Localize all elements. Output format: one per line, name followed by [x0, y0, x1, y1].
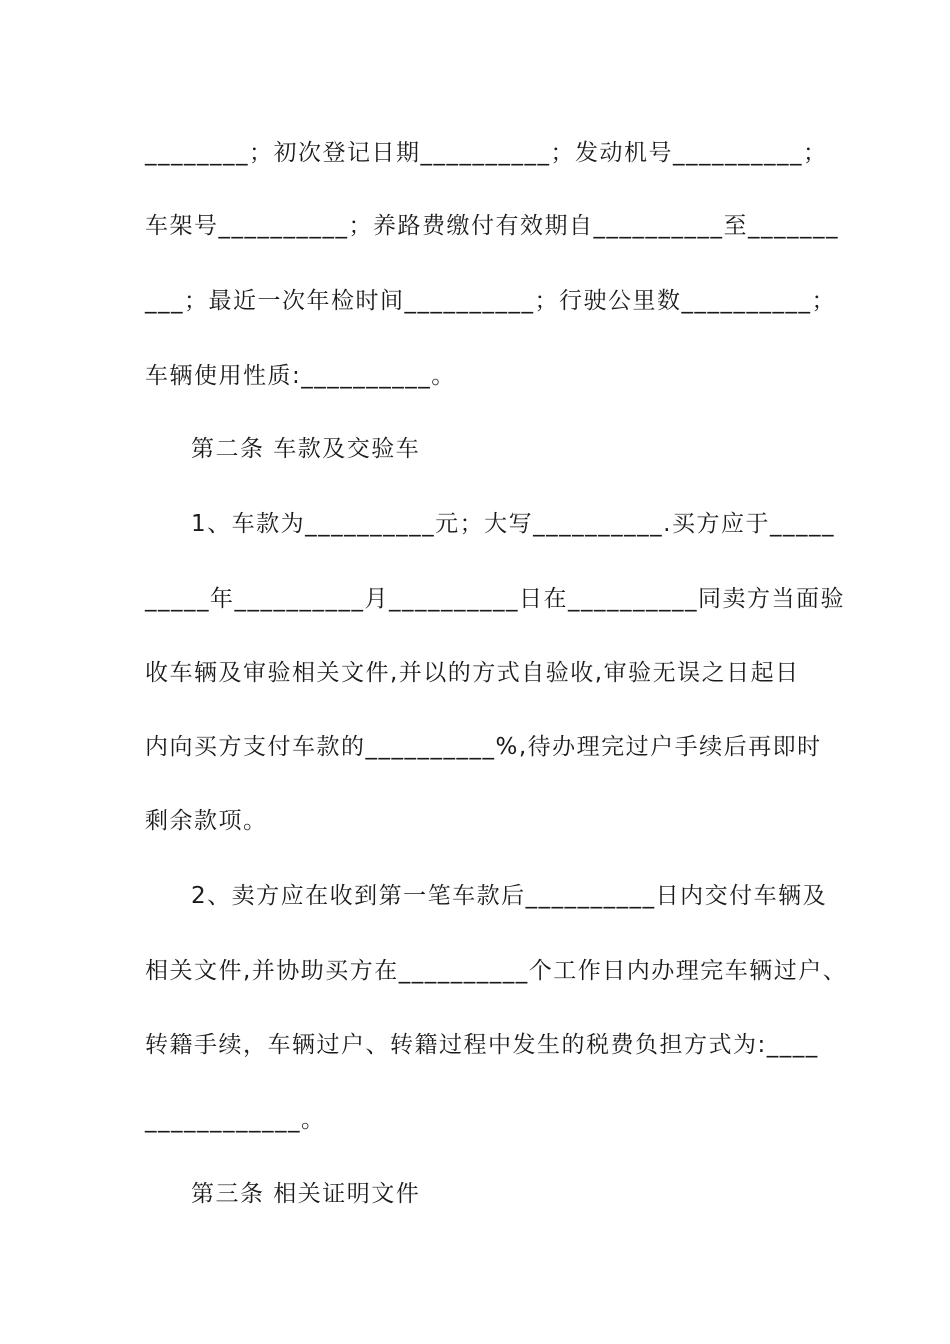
paragraph-line: ___；最近一次年检时间__________；行驶公里数__________； [145, 288, 836, 314]
paragraph-line: 1、车款为__________元；大写__________.买方应于_____ [191, 511, 835, 537]
paragraph-line: 收车辆及审验相关文件,并以的方式自验收,审验无误之日起日 [145, 660, 800, 686]
paragraph-line: 剩余款项。 [145, 808, 268, 834]
paragraph-line: ________；初次登记日期__________；发动机号__________； [145, 140, 828, 166]
paragraph-line: 转籍手续，车辆过户、转籍过程中发生的税费负担方式为:____ [145, 1032, 819, 1058]
paragraph-line: 2、卖方应在收到第一笔车款后__________日内交付车辆及 [191, 883, 828, 909]
paragraph-line: ____________。 [145, 1107, 326, 1133]
paragraph-line: 相关文件,并协助买方在__________个工作日内办理完车辆过户、 [145, 958, 848, 984]
paragraph-line: 内向买方支付车款的__________%,待办理完过户手续后再即时 [145, 734, 822, 760]
paragraph-line: 车架号__________；养路费缴付有效期自__________至_______ [145, 213, 839, 239]
section-heading: 第三条 相关证明文件 [191, 1181, 421, 1207]
section-heading: 第二条 车款及交验车 [191, 436, 421, 462]
paragraph-line: _____年__________月__________日在__________同卖方当面验 [145, 586, 845, 612]
paragraph-line: 车辆使用性质:__________。 [145, 363, 456, 389]
